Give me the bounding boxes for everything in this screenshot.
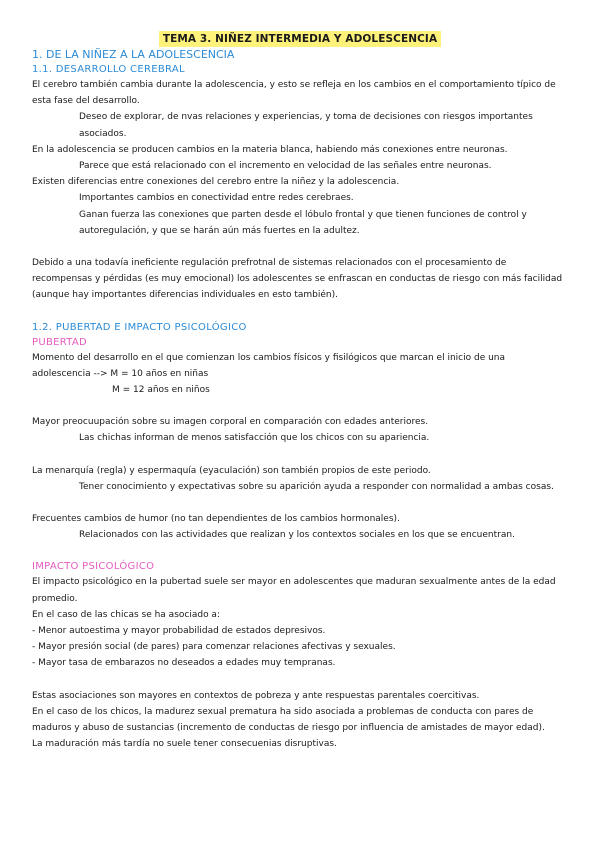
paragraph: Estas asociaciones son mayores en contextos de pobreza y ante respuestas parentales coercitivas.: [32, 690, 480, 701]
indented-paragraph: Parece que está relacionado con el incremento en velocidad de las señales entre neuronas.: [79, 161, 492, 172]
paragraph: En la adolescencia se producen cambios en la materia blanca, habiendo más conexiones entre neuronas.: [32, 144, 508, 155]
paragraph: Momento del desarrollo en el que comienzan los cambios físicos y fisilógicos que marcan el inicio de una: [32, 352, 506, 363]
spacer: [32, 304, 568, 320]
paragraph: En el caso de los chicos, la madurez sexual prematura ha sido asociada a problemas de conducta con pares de maduros y abuso de sustancias (incremento de conductas de riesgo por influencia de amistades de mayor edad).: [32, 706, 545, 734]
spacer: [32, 672, 568, 688]
spacer: [32, 543, 568, 559]
spacer: [32, 495, 568, 511]
paragraph: Frecuentes cambios de humor (no tan dependientes de los cambios hormonales).: [32, 514, 400, 525]
subsection-heading-desarrollo: 1.1. DESARROLLO CEREBRAL: [32, 64, 185, 75]
paragraph: La maduración más tardía no suele tener consecuenias disruptivas.: [32, 739, 337, 750]
paragraph: El cerebro también cambia durante la adolescencia, y esto se refleja en los cambios en el comportamiento típico de esta fase del desarrollo.: [32, 80, 556, 107]
paragraph: Debido a una todavía ineficiente regulación prefrotnal de sistemas relacionados con el procesamiento de recompensas y pérdidas (es muy emocional) los adolescentes se enfrascan en conductas de riesgo con más facilidad (aunque hay importantes diferencias individuales en esto también).: [32, 258, 563, 301]
list-item: - Menor autoestima y mayor probabilidad de estados depresivos.: [32, 626, 326, 637]
title-wrap: [32, 0, 568, 47]
spacer: [32, 447, 568, 463]
indented-paragraph: Ganan fuerza las conexiones que parten desde el lóbulo frontal y que tienen funciones de control y autoregulación, y que se harán aún más fuertes en la adultez.: [79, 209, 527, 236]
paragraph: Mayor preocuupación sobre su imagen corporal en comparación con edades anteriores.: [32, 417, 429, 428]
list-item: - Mayor tasa de embarazos no deseados a edades muy tempranas.: [32, 658, 336, 669]
paragraph: En el caso de las chicas se ha asociado a:: [32, 609, 220, 620]
paragraph: El impacto psicológico en la pubertad suele ser mayor en adolescentes que maduran sexualmente antes de la edad promedio.: [32, 577, 556, 604]
indented-paragraph: Relacionados con las actividades que realizan y los contextos sociales en los que se encuentran.: [79, 530, 515, 541]
indented-paragraph: Deseo de explorar, de nvas relaciones y experiencias, y toma de decisiones con riesgos importantes asociados.: [79, 112, 533, 139]
indented-paragraph: Tener conocimiento y expectativas sobre su aparición ayuda a responder con normalidad a ambas cosas.: [79, 481, 554, 492]
subheading-pubertad: PUBERTAD: [32, 336, 88, 348]
spacer: [32, 398, 568, 414]
indented-paragraph: Importantes cambios en conectividad entre redes cerebraes.: [79, 193, 354, 204]
subsection-heading-pubertad-impacto: 1.2. PUBERTAD E IMPACTO PSICOLÓGICO: [32, 321, 247, 333]
paragraph-line: adolescencia --> M = 10 años en niñas: [32, 368, 209, 379]
paragraph-line: M = 12 años en niños: [112, 385, 210, 396]
list-item: - Mayor presión social (de pares) para comenzar relaciones afectivas y sexuales.: [32, 642, 396, 653]
document-title: TEMA 3. NIÑEZ INTERMEDIA Y ADOLESCENCIA: [159, 31, 441, 47]
spacer: [32, 239, 568, 255]
paragraph: Existen diferencias entre conexiones del cerebro entre la niñez y la adolescencia.: [32, 177, 400, 188]
indented-paragraph: Las chichas informan de menos satisfacción que los chicos con su apariencia.: [79, 433, 430, 444]
section-heading: 1. DE LA NIÑEZ A LA ADOLESCENCIA: [32, 48, 235, 61]
paragraph: La menarquía (regla) y espermaquía (eyaculación) son también propios de este periodo.: [32, 465, 431, 476]
subheading-impacto: IMPACTO PSICOLÓGICO: [32, 561, 155, 573]
